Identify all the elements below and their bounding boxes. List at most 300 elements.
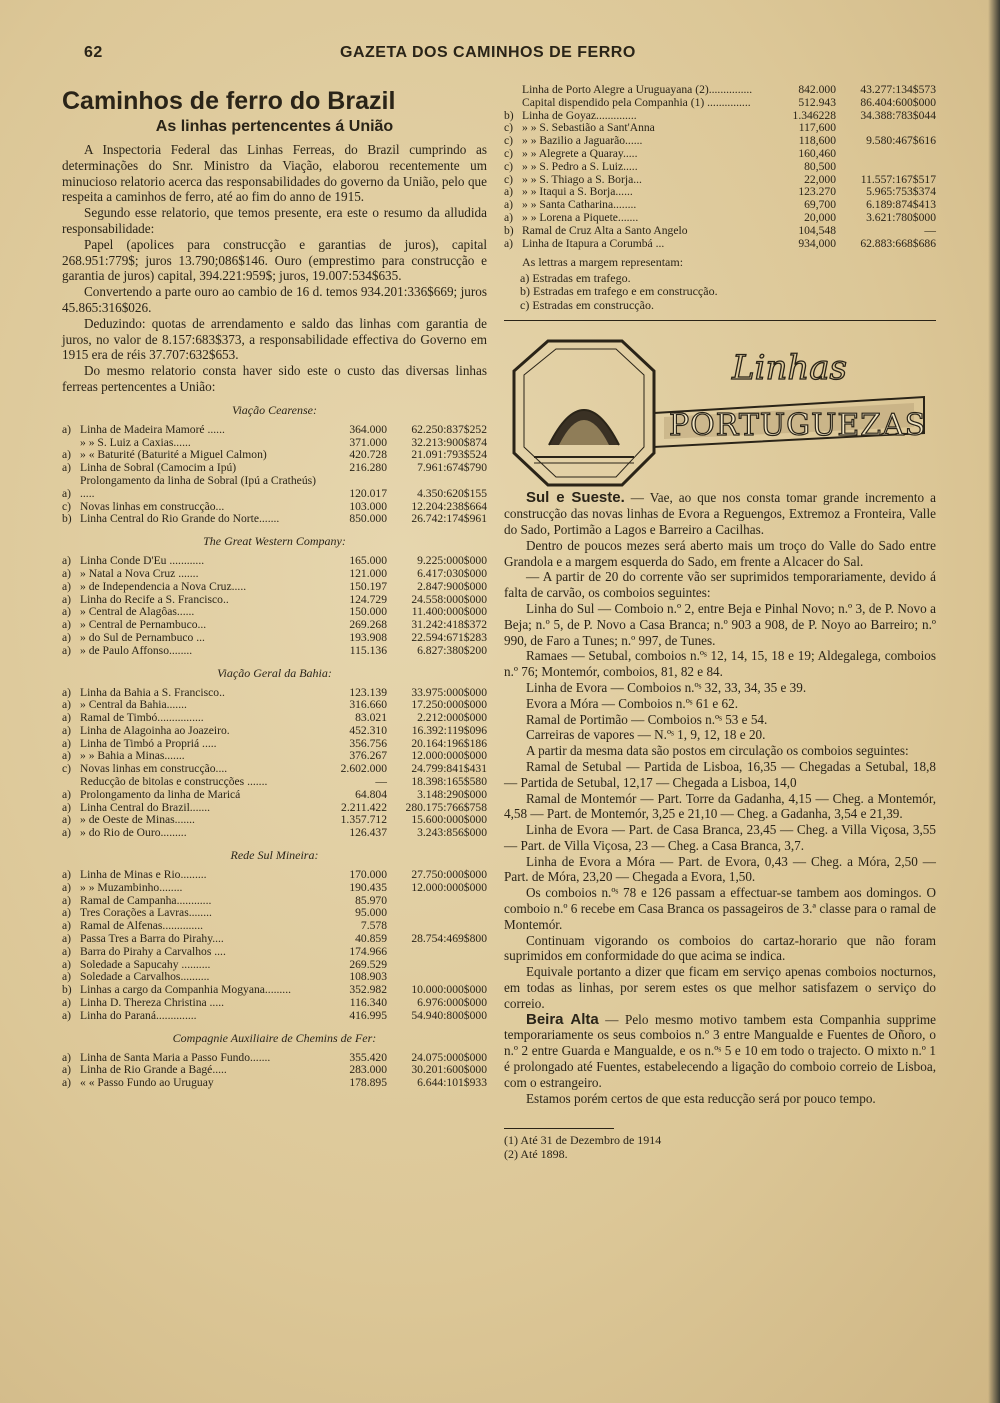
section-heading: Compagnie Auxiliaire de Chemins de Fer: [172, 1030, 377, 1045]
cost-value: 54.940:800$000 [411, 1008, 487, 1022]
cost-value: 2.847:900$000 [417, 579, 487, 593]
article-paragraph: Papel (apolices para construcção e garantias de juros), capital 268.951:779$; juros 13.790;086$146. Ouro (emprestimo para construcção e garantia de juros) capital, 394.221:959$; juros, 19.007:534$635. [62, 236, 487, 284]
row-letter: c) [504, 159, 514, 173]
row-letter: a) [62, 579, 72, 593]
row-letter: a) [62, 486, 72, 500]
line-name: Linha de Alagoinha ao Joazeiro. [80, 723, 230, 737]
legend-item: a) Estradas em trafego. [520, 270, 631, 285]
cost-value: 12.204:238$664 [411, 499, 487, 513]
line-name: Soledade a Carvalhos.......... [80, 970, 210, 984]
row-letter: a) [62, 605, 72, 619]
length-km: 80,500 [804, 159, 836, 173]
timetable-note: Carreiras de vapores — N.ºˢ 1, 9, 12, 18 e 20. [526, 727, 766, 743]
length-km: 123.139 [349, 685, 387, 699]
page-number: 62 [84, 44, 103, 61]
cost-value: 9.580:467$616 [866, 134, 936, 148]
row-letter: a) [62, 736, 72, 750]
table-row [504, 212, 936, 225]
linhas-portuguezas-banner [504, 335, 936, 490]
cost-value: 280.175:766$758 [405, 800, 487, 814]
line-name: Reducção de bitolas e construcções ....... [80, 775, 268, 789]
article-paragraph: Do mesmo relatorio consta haver sido este o custo das diversas linhas ferreas pertencentes a União: [62, 363, 487, 394]
row-letter: a) [62, 461, 72, 475]
running-header [84, 44, 944, 68]
line-name: Novas linhas em construcção.... [80, 762, 228, 776]
railway-table [62, 555, 487, 657]
cost-value: 24.075:000$000 [411, 1050, 487, 1064]
line-name: Linha do Recife a S. Francisco.. [80, 592, 229, 606]
line-name: Ramal de Campanha............ [80, 893, 212, 907]
length-km: 316.660 [349, 698, 387, 712]
row-letter: a) [62, 1050, 72, 1064]
row-letter: a) [62, 826, 72, 840]
row-letter: a) [504, 185, 514, 199]
article-paragraph: Dentro de poucos mezes será aberto mais um troço do Valle do Sado entre Grandola e a margem esquerda do Sado, em frente a Alcacer do Sal. [504, 537, 936, 569]
table-row [62, 789, 487, 802]
table-row [62, 581, 487, 594]
length-km: 356.756 [349, 736, 387, 750]
length-km: 269.268 [349, 618, 387, 632]
length-km: 355.420 [349, 1050, 387, 1064]
length-km: 190.435 [349, 880, 387, 894]
line-name: Linha D. Thereza Christina ..... [80, 996, 225, 1010]
cost-value: 5.965:753$374 [866, 185, 936, 199]
table-row [62, 555, 487, 568]
timetable-note: Ramal de Setubal — Partida de Lisboa, 16,35 — Chegadas a Setubal, 18,8 — Partida de Setubal, 12,17 — Chegada a Lisboa, 14,0 [504, 758, 936, 790]
table-row [62, 933, 487, 946]
line-name: Linha de Sobral (Camocim a Ipú) [80, 461, 237, 475]
timetable-note: Linha de Evora a Móra — Part. de Evora, 0,43 — Cheg. a Móra, 2,50 — Part. de Móra, 23,20 — Chegada a Evora, 1,50. [504, 853, 936, 885]
line-name: » Central de Alagôas...... [80, 605, 195, 619]
row-letter: a) [62, 643, 72, 657]
banner-word-linhas: Linhas [732, 348, 847, 389]
row-letter: a) [62, 893, 72, 907]
line-name: » de Oeste de Minas....... [80, 813, 195, 827]
length-km: 120.017 [349, 486, 387, 500]
length-km: 371.000 [349, 435, 387, 449]
line-name: » do Rio de Ouro......... [80, 826, 187, 840]
row-letter: b) [504, 108, 514, 122]
line-name: » » Bazilio a Jaguarão...... [522, 134, 643, 148]
cost-value: 6.827:380$200 [417, 643, 487, 657]
cost-value: 11.400:000$000 [411, 605, 487, 619]
cost-value: 12.000:000$000 [411, 880, 487, 894]
table-row [62, 712, 487, 725]
table-row [504, 225, 936, 238]
length-km: 452.310 [349, 723, 387, 737]
length-km: 193.908 [349, 630, 387, 644]
row-letter [504, 97, 522, 110]
length-km: 842.000 [798, 83, 836, 96]
legend-notes [504, 256, 936, 312]
cost-value: 43.277:134$573 [860, 83, 936, 96]
length-km: 216.280 [349, 461, 387, 475]
line-name: Linha do Paraná.............. [80, 1008, 197, 1022]
line-name: Prolongamento da linha de Maricá [80, 787, 241, 801]
length-km: 420.728 [349, 448, 387, 462]
row-letter [62, 776, 80, 789]
line-name: Linha de Madeira Mamoré ...... [80, 422, 225, 436]
length-km: 64.804 [355, 787, 387, 801]
table-row [62, 424, 487, 437]
length-km: 2.211.422 [341, 800, 387, 814]
railway-table [62, 1052, 487, 1090]
article-paragraph: A Inspectoria Federal das Linhas Ferreas, do Brazil cumprindo as determinações do Snr. Ministro da Viação, elaborou recentemente um minucioso relatorio acerca das responsabilidades do governo da União, pelo que respeita a caminhos de ferro, até ao fim do anno de 1915. [62, 142, 487, 205]
length-km: — [375, 775, 387, 789]
length-km: 1.357.712 [340, 813, 387, 827]
length-km: 165.000 [349, 554, 387, 568]
length-km: 376.267 [349, 749, 387, 763]
line-name: » de Independencia a Nova Cruz..... [80, 579, 247, 593]
length-km: 352.982 [349, 983, 387, 997]
cost-value [836, 148, 936, 161]
row-letter: b) [62, 983, 72, 997]
line-name: Linha de Porto Alegre a Uruguayana (2)............... [522, 83, 753, 96]
table-row [62, 1010, 487, 1023]
section-heading: Viação Geral da Bahia: [217, 665, 332, 680]
journal-title: GAZETA DOS CAMINHOS DE FERRO [340, 44, 636, 61]
length-km: 174.966 [349, 944, 387, 958]
cost-value: 2.212:000$000 [417, 711, 487, 725]
table-row [62, 827, 487, 840]
line-name: » » S. Luiz a Caxias...... [80, 435, 191, 449]
cost-value: 18.398:165$580 [411, 775, 487, 789]
row-letter: a) [62, 813, 72, 827]
section-heading: Rede Sul Mineira: [230, 848, 319, 863]
line-name: Linhas a cargo da Companhia Mogyana......... [80, 983, 291, 997]
length-km: 283.000 [349, 1063, 387, 1077]
section-divider [504, 320, 936, 327]
cost-value [387, 895, 487, 908]
legend-item: c) Estradas em construcção. [520, 297, 654, 312]
length-km: 95.000 [355, 906, 387, 920]
row-letter: c) [504, 172, 514, 186]
line-name: Linha de Santa Maria a Passo Fundo....... [80, 1050, 271, 1064]
cost-value: 24.558:000$000 [411, 592, 487, 606]
article-paragraph: Convertendo a parte ouro ao cambio de 16 d. temos 934.201:336$669; juros 45.865:316$026. [62, 284, 487, 315]
length-km: 22,000 [804, 172, 836, 186]
line-name: Linha da Bahia a S. Francisco.. [80, 685, 225, 699]
right-column [504, 84, 936, 1161]
length-km: 512.943 [798, 95, 836, 109]
line-name: Capital dispendido pela Companhia (1) ............... [522, 95, 751, 109]
row-letter: a) [62, 1076, 72, 1090]
timetable-note: A partir da mesma data são postos em circulação os comboios seguintes: [526, 743, 909, 759]
line-name: » » Alegrete a Quaray..... [522, 146, 638, 160]
line-name: Tres Corações a Lavras........ [80, 906, 212, 920]
cost-value: 17.250:000$000 [411, 698, 487, 712]
row-letter: a) [62, 723, 72, 737]
line-name: Ramal de Alfenas.............. [80, 919, 203, 933]
line-name: » « Baturité (Baturité a Miguel Calmon) [80, 448, 267, 462]
timetable-note: Continuam vigorando os comboios do cartaz-horario que não foram suprimidos em conformidade do que acima se indica. [504, 932, 936, 964]
length-km: 150.000 [349, 605, 387, 619]
article-paragraph: Equivale portanto a dizer que ficam em serviço apenas comboios nocturnos, em todas as linhas, por serem estes os que melhor satisfazem o serviço do correio. [504, 964, 936, 1011]
banner-illustration-icon [504, 335, 936, 490]
length-km: 104,548 [798, 223, 836, 237]
line-name: Linha Conde D'Eu ............ [80, 554, 205, 568]
line-name: » » Santa Catharina........ [522, 198, 637, 212]
cost-value: 6.976:000$000 [417, 996, 487, 1010]
table-row [62, 568, 487, 581]
line-name: » Central da Bahia....... [80, 698, 187, 712]
row-letter: a) [62, 685, 72, 699]
row-letter: c) [504, 146, 514, 160]
cost-value: 6.189:874$413 [866, 198, 936, 212]
line-name: » Central de Pernambuco... [80, 618, 207, 632]
railway-table [62, 424, 487, 526]
table-row [62, 725, 487, 738]
cost-value [836, 161, 936, 174]
line-name: Linha Central do Brazil....... [80, 800, 211, 814]
cost-value: 26.742:174$961 [411, 512, 487, 526]
article-paragraph: Deduzindo: quotas de arrendamento e saldo das linhas com garantia de juros, no valor de 8.157:683$373, a responsabilidade effectiva do Governo em 1915 era de réis 37.707:632$653. [62, 315, 487, 363]
row-letter: a) [62, 711, 72, 725]
length-km: 83.021 [355, 711, 387, 725]
row-letter: c) [62, 499, 72, 513]
table-row [62, 776, 487, 789]
timetable-note: Os comboios n.ºˢ 78 e 126 passam a effectuar-se tambem aos domingos. O comboio n.º 6 recebe em Casa Branca os passageiros de 3.ª classe para o ramal de Montemór. [504, 885, 936, 932]
table-row [62, 645, 487, 658]
row-letter [504, 84, 522, 97]
length-km: 20,000 [804, 210, 836, 224]
timetable-note: Ramaes — Setubal, comboios n.ºˢ 12, 14, 15, 18 e 19; Aldegalega, comboios n.º 76; Montemór, comboios, 81, 82 e 84. [504, 648, 936, 680]
table-row [62, 632, 487, 645]
table-row [504, 97, 936, 110]
article-paragraph: — A partir de 20 do corrente vão ser suprimidos temporariamente, devido á falta de carvão, os comboios seguintes: [504, 569, 936, 601]
row-letter: a) [62, 554, 72, 568]
section-heading: Viação Cearense: [232, 402, 317, 417]
length-km: 2.602.000 [340, 762, 387, 776]
timetable-note: Ramal de Portimão — Comboios n.ºˢ 53 e 54. [526, 711, 768, 727]
cost-value: 6.644:101$933 [417, 1076, 487, 1090]
cost-value: 15.600:000$000 [411, 813, 487, 827]
length-km: 364.000 [349, 422, 387, 436]
cost-value: 12.000:000$000 [411, 749, 487, 763]
length-km: 115.136 [349, 643, 387, 657]
table-row [62, 997, 487, 1010]
cost-value: 24.799:841$431 [411, 762, 487, 776]
length-km: 118,600 [798, 134, 836, 148]
line-name: Linha de Rio Grande a Bagé..... [80, 1063, 227, 1077]
cost-value: 21.091:793$524 [411, 448, 487, 462]
table-row [62, 513, 487, 526]
footnote: (1) Até 31 de Dezembro de 1914 [504, 1133, 662, 1148]
table-row [62, 946, 487, 959]
cost-value [387, 959, 487, 972]
row-letter: a) [62, 448, 72, 462]
length-km: 69,700 [804, 198, 836, 212]
length-km: 124.729 [349, 592, 387, 606]
row-letter: a) [62, 566, 72, 580]
table-row [504, 161, 936, 174]
table-row [62, 1077, 487, 1090]
timetable-note: Ramal de Montemór — Part. Torre da Gadanha, 4,15 — Cheg. a Montemór, 4,58 — Part. de Montemór, 3,25 e 21,10 — Cheg. a Gadanha, 3,54 e 21,39. [504, 790, 936, 822]
line-name: Ramal de Timbó................ [80, 711, 204, 725]
sul-sueste-heading: Sul e Sueste. [526, 489, 625, 507]
beira-alta-paragraph [504, 1012, 936, 1091]
line-name: Linha Central do Rio Grande do Norte....... [80, 512, 280, 526]
beira-alta-heading: Beira Alta [526, 1010, 599, 1028]
cost-value: 4.350:620$155 [417, 486, 487, 500]
railway-cost-sections [62, 403, 487, 1090]
row-letter: a) [62, 1008, 72, 1022]
length-km: 116.340 [349, 996, 387, 1010]
row-letter: a) [504, 236, 514, 250]
length-km: 7.578 [360, 919, 387, 933]
length-km: 117,600 [798, 121, 836, 135]
cost-value: 7.961:674$790 [417, 461, 487, 475]
length-km: 178.895 [349, 1076, 387, 1090]
length-km: 160,460 [798, 146, 836, 160]
line-name: » » Lorena a Piquete....... [522, 210, 639, 224]
article-subtitle: As linhas pertencentes á União [155, 118, 394, 135]
length-km: 85.970 [355, 893, 387, 907]
table-row [62, 475, 487, 501]
row-letter: a) [504, 198, 514, 212]
cost-value: 10.000:000$000 [411, 983, 487, 997]
timetable-note: Linha de Evora — Comboios n.ºˢ 32, 33, 34, 35 e 39. [526, 679, 807, 695]
length-km: 150.197 [349, 579, 387, 593]
row-letter: b) [504, 223, 514, 237]
table-row [504, 84, 936, 97]
row-letter: a) [62, 932, 72, 946]
timetable-note: Linha de Evora — Part. de Casa Branca, 23,45 — Cheg. a Villa Viçosa, 3,55 — Part. de Villa Viçosa, 23 — Cheg. a Casa Branca, 3,7. [504, 822, 936, 853]
table-row [504, 238, 936, 251]
left-column [62, 84, 487, 1090]
line-name: » » Itaqui a S. Borja...... [522, 185, 633, 199]
length-km: 170.000 [349, 868, 387, 882]
continued-railway-table [504, 84, 936, 250]
article-title: Caminhos de ferro do Brazil [62, 87, 396, 115]
row-letter: a) [62, 868, 72, 882]
row-letter: a) [62, 880, 72, 894]
line-name: Linha de Timbó a Propriá ..... [80, 736, 217, 750]
legend-item: b) Estradas em trafego e em construcção. [520, 284, 718, 299]
line-name: Linha de Goyaz.............. [522, 108, 637, 122]
cost-value: 3.243:856$000 [417, 826, 487, 840]
line-name: Passa Tres a Barra do Pirahy.... [80, 932, 224, 946]
row-letter: a) [62, 919, 72, 933]
row-letter: b) [62, 512, 72, 526]
cost-value [387, 907, 487, 920]
cost-value: 86.404:600$000 [860, 95, 936, 109]
line-name: » » S. Sebastião a Sant'Anna [522, 121, 655, 135]
length-km: 416.995 [349, 1008, 387, 1022]
line-name: » » S. Thiago a S. Borja... [522, 172, 642, 186]
banner-word-portuguezas: PORTUGUEZAS [669, 408, 927, 444]
row-letter: a) [62, 970, 72, 984]
cost-value: 16.392:119$096 [411, 723, 487, 737]
line-name: Linha de Itapura a Corumbá ... [522, 236, 665, 250]
table-row [62, 882, 487, 895]
row-letter: a) [62, 1063, 72, 1077]
table-row [62, 619, 487, 632]
row-letter: c) [504, 121, 514, 135]
row-letter: a) [62, 592, 72, 606]
cost-value: 9.225:000$000 [417, 554, 487, 568]
line-name: Linha de Minas e Rio......... [80, 868, 207, 882]
length-km: 934,000 [798, 236, 836, 250]
footnotes [504, 1128, 936, 1161]
line-name: Ramal de Cruz Alta a Santo Angelo [522, 223, 688, 237]
cost-value: 20.164:196$186 [411, 736, 487, 750]
article-paragraph: Estamos porém certos de que esta reducção será por pouco tempo. [526, 1090, 876, 1106]
cost-value: 3.621:780$000 [866, 210, 936, 224]
cost-value: 28.754:469$800 [411, 932, 487, 946]
length-km: 103.000 [349, 499, 387, 513]
table-row [504, 148, 936, 161]
cost-value: 32.213:900$874 [411, 435, 487, 449]
line-name: Soledade a Sapucahy .......... [80, 957, 211, 971]
cost-value: 11.557:167$517 [860, 172, 936, 186]
legend-heading: As lettras a margem representam: [522, 255, 684, 270]
row-letter: c) [62, 762, 72, 776]
length-km: 40.859 [355, 932, 387, 946]
railway-table [62, 687, 487, 841]
line-name: « « Passo Fundo ao Uruguay [80, 1076, 214, 1090]
length-km: 850.000 [349, 512, 387, 526]
line-name: » » S. Pedro a S. Luiz..... [522, 159, 638, 173]
cost-value: 62.250:837$252 [411, 422, 487, 436]
cost-value [387, 946, 487, 959]
length-km: 108.903 [349, 970, 387, 984]
cost-value: 33.975:000$000 [411, 685, 487, 699]
cost-value: 34.388:783$044 [860, 108, 936, 122]
footnote: (2) Até 1898. [504, 1147, 568, 1162]
row-letter: a) [62, 800, 72, 814]
beira-alta-text: — Pelo mesmo motivo tambem esta Companhia supprime temporariamente os seus comboios n.º 3 entre Mangualde e Fuentes de Oñoro, o n.º 2 entre Guarda e Mangualde, e os n.ºˢ 5 e 10 em todo o trajecto. O mixto n.º 1 é prolongado até Fuentes, estabelecendo a ligação do comboio correio de Lisboa, com o estrangeiro. [504, 1011, 936, 1090]
section-heading: The Great Western Company: [203, 534, 346, 549]
row-letter: a) [62, 787, 72, 801]
length-km: 126.437 [349, 826, 387, 840]
row-letter: a) [62, 698, 72, 712]
article-paragraph: Segundo esse relatorio, que temos presente, era este o resumo da alludida responsabilidade: [62, 205, 487, 236]
sul-sueste-text: — Vae, ao que nos consta tomar grande incremento a construcção das novas linhas de Evora a Reguengos, Extremoz a Fronteira, Valle do Sado, Portimão a Lagos e Barreiro a Cacilhas. [504, 490, 936, 537]
table-row [62, 869, 487, 882]
line-name: Prolongamento da linha de Sobral (Ipú a Cratheús) ..... [80, 473, 317, 500]
line-name: » Natal a Nova Cruz ....... [80, 566, 199, 580]
line-name: » de Paulo Affonso........ [80, 643, 193, 657]
cost-value: 30.201:600$000 [411, 1063, 487, 1077]
row-letter: a) [62, 944, 72, 958]
line-name: » » Bahia a Minas....... [80, 749, 185, 763]
row-letter: c) [504, 134, 514, 148]
cost-value: 31.242:418$372 [411, 618, 487, 632]
row-letter: a) [62, 749, 72, 763]
timetable-note: Linha do Sul — Comboio n.º 2, entre Beja e Pinhal Novo; n.º 3, de P. Novo a Beja; n.º 5, de P. Novo a Casa Branca; n.º 903 a 908, de P. Noyo ao Barreiro; n.º 990, de Faro a Tunes; n.º 997, de Tunes. [504, 600, 936, 648]
length-km: 123.270 [798, 185, 836, 199]
length-km: 269.529 [349, 957, 387, 971]
row-letter: a) [62, 906, 72, 920]
length-km: 1.346228 [792, 108, 836, 122]
cost-value: 6.417:030$000 [417, 566, 487, 580]
footnote-rule [504, 1128, 614, 1129]
row-letter: a) [62, 618, 72, 632]
length-km: 121.000 [349, 566, 387, 580]
line-name: Barra do Pirahy a Carvalhos .... [80, 944, 226, 958]
cost-value: 22.594:671$283 [411, 630, 487, 644]
line-name: » » Muzambinho........ [80, 880, 183, 894]
sul-sueste-paragraph [504, 490, 936, 537]
cost-value: 3.148:290$000 [417, 787, 487, 801]
row-letter: a) [62, 422, 72, 436]
timetable-note: Evora a Móra — Comboios n.ºˢ 61 e 62. [526, 695, 738, 711]
cost-value: — [924, 223, 936, 237]
row-letter: a) [504, 210, 514, 224]
cost-value: 27.750:000$000 [411, 868, 487, 882]
row-letter: a) [62, 996, 72, 1010]
